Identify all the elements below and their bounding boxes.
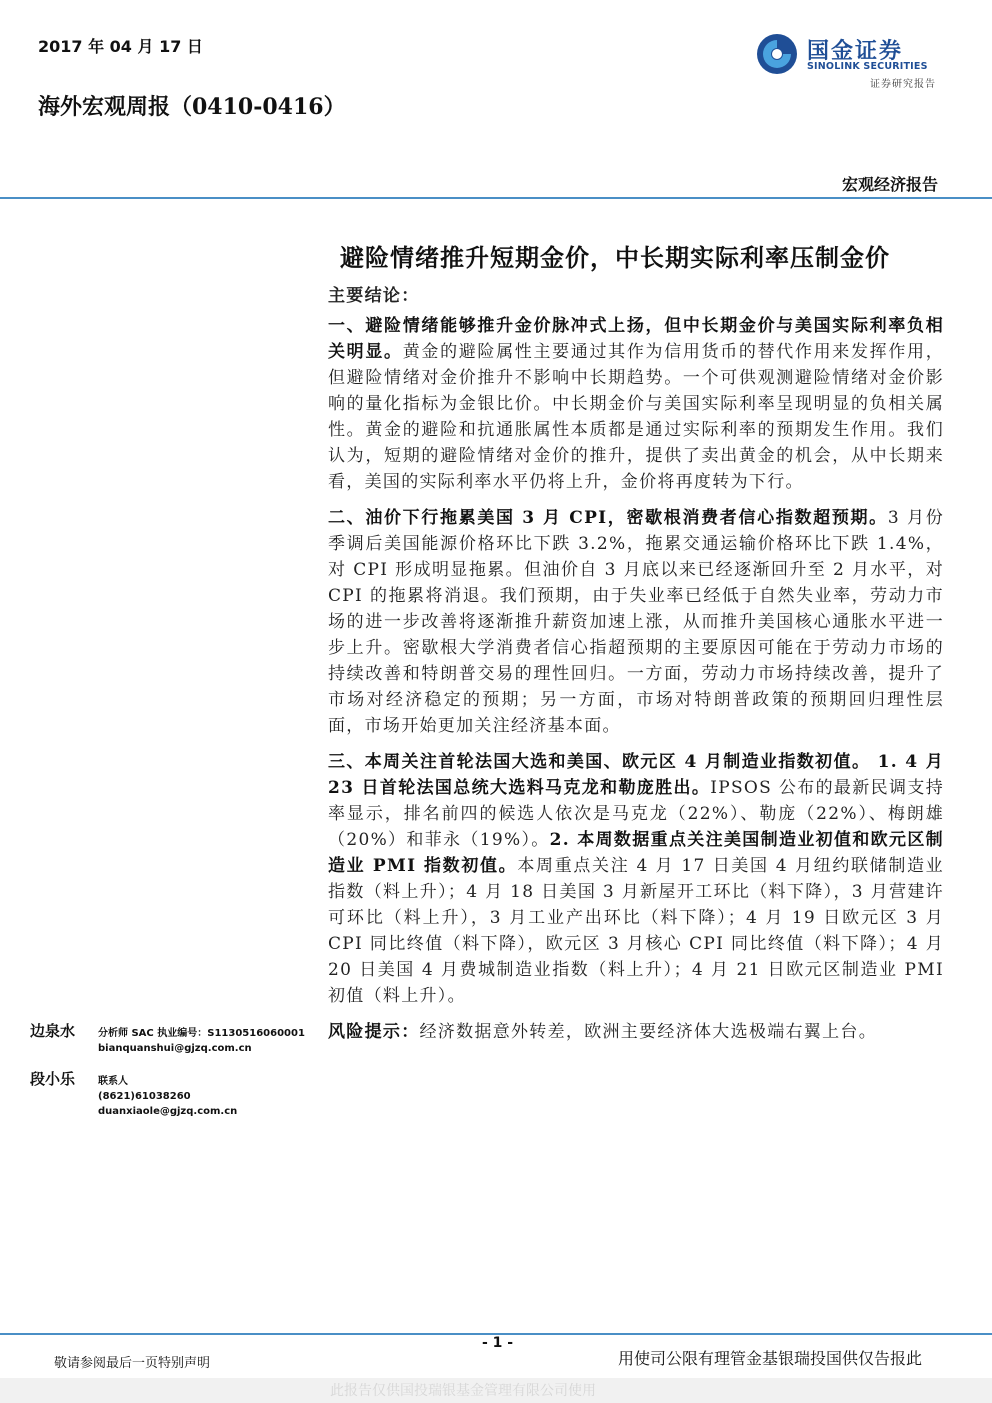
contact-phone: (8621)61038260 — [98, 1091, 191, 1102]
logo-subtitle: 证券研究报告 — [870, 79, 936, 90]
section-title: 主要结论： — [328, 286, 420, 306]
analyst-card — [30, 1024, 330, 1064]
analyst-email: bianquanshui@gjzq.com.cn — [98, 1043, 252, 1054]
contact-name: 段小乐 — [30, 1070, 76, 1088]
usage-note: 用使司公限有理管金基银瑞投国供仅告报此 — [618, 1349, 923, 1368]
company-logo — [755, 30, 950, 90]
conclusion-3-body-2: 本周重点关注 4 月 17 日美国 4 月纽约联储制造业指数（料上升）；4 月 18 日美国 3 月新屋开工环比（料下降），3 月营建许可环比（料上升），3 月工业产出环比（料下降）；4 月 19 日欧元区 3 月 CPI 同比终值（料下降），欧元区 3 月核心 CPI 同比终值（料下降）；4 月 20 日美国 4 月费城制造业指数（料上升）；4 月 21 日欧元区制造业 PMI 初值（料上升）。 — [328, 856, 944, 1006]
analyst-credential: 分析师 SAC 执业编号：S1130516060001 — [98, 1028, 305, 1039]
conclusion-1-body: 黄金的避险属性主要通过其作为信用货币的替代作用来发挥作用，但避险情绪对金价推升不影响中长期趋势。一个可供观测避险情绪对金价影响的量化指标为金银比价。中长期金价与美国实际利率呈现明显的负相关属性。黄金的避险和抗通胀属性本质都是通过实际利率的预期发生作用。我们认为，短期的避险情绪对金价的推升，提供了卖出黄金的机会，从中长期来看，美国的实际利率水平仍将上升，金价将再度转为下行。 — [328, 342, 944, 492]
contact-card — [30, 1072, 330, 1132]
risk-warning — [328, 1019, 944, 1045]
contact-info — [98, 1074, 338, 1119]
report-title: 海外宏观周报（0410-0416） — [38, 94, 346, 120]
sinolink-logo-icon — [755, 32, 799, 76]
analyst-name: 边泉水 — [30, 1022, 76, 1040]
watermark-text: 此报告仅供国投瑞银基金管理有限公司使用 — [330, 1383, 596, 1399]
report-type: 宏观经济报告 — [841, 175, 938, 194]
conclusion-2-lead: 二、油价下行拖累美国 3 月 CPI，密歇根消费者信心指数超预期。 — [328, 508, 888, 528]
page-number: - 1 - — [482, 1335, 514, 1351]
conclusion-3-lead-2: 2. 本周数据重点关注美国制造业初值和欧元区制造业 PMI 指数初值。 — [328, 830, 944, 876]
conclusion-1-lead: 一、避险情绪能够推升金价脉冲式上扬，但中长期金价与美国实际利率负相关明显。 — [328, 316, 944, 362]
contact-role: 联系人 — [98, 1076, 128, 1087]
contact-email: duanxiaole@gjzq.com.cn — [98, 1106, 238, 1117]
disclaimer-note: 敬请参阅最后一页特别声明 — [54, 1356, 211, 1371]
header-divider — [0, 197, 992, 199]
risk-body: 经济数据意外转差，欧洲主要经济体大选极端右翼上台。 — [419, 1022, 877, 1042]
conclusion-2 — [328, 505, 944, 739]
logo-chinese-name: 国金证券 — [807, 39, 904, 64]
conclusion-3-lead: 三、本周关注首轮法国大选和美国、欧元区 4 月制造业指数初值。 1. 4 月 23 日首轮法国总统大选料马克龙和勒庞胜出。 — [328, 752, 944, 798]
conclusion-3 — [328, 749, 944, 1009]
conclusion-1 — [328, 313, 944, 495]
conclusion-2-body: 3 月份季调后美国能源价格环比下跌 3.2%，拖累交通运输价格环比下跌 1.4%，对 CPI 形成明显拖累。但油价自 3 月底以来已经逐渐回升至 2 月水平，对 CPI 的拖累将消退。我们预期，由于失业率已经低于自然失业率，劳动力市场的进一步改善将逐渐推升薪资加速上涨，从而推升美国核心通胀水平进一步上升。密歇根大学消费者信心指超预期的主要原因可能在于劳动力市场的持续改善和特朗普交易的理性回归。一方面，劳动力市场持续改善，提升了市场对经济稳定的预期；另一方面，市场对特朗普政策的预期回归理性层面，市场开始更加关注经济基本面。 — [328, 508, 945, 736]
headline: 避险情绪推升短期金价，中长期实际利率压制金价 — [340, 243, 890, 272]
conclusion-3-body-1: IPSOS 公布的最新民调支持率显示，排名前四的候选人依次是马克龙（22%）、勒庞（22%）、梅朗雄（20%）和菲永（19%）。 — [328, 778, 944, 850]
risk-label: 风险提示： — [328, 1022, 420, 1042]
report-date: 2017 年 04 月 17 日 — [38, 37, 203, 56]
analyst-info — [98, 1026, 338, 1056]
logo-english-name: SINOLINK SECURITIES — [807, 61, 928, 72]
main-conclusions — [328, 283, 944, 1055]
